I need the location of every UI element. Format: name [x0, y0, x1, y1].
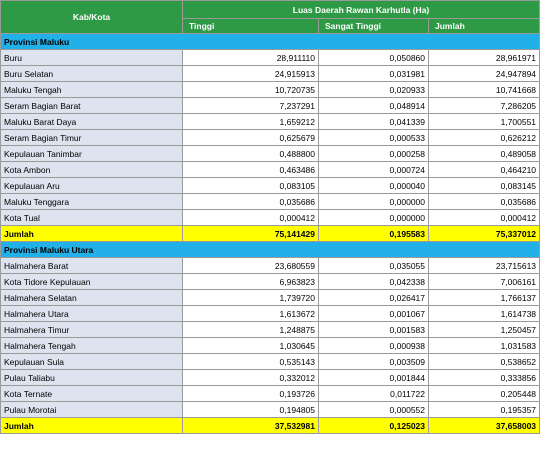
kab-kota-cell: Seram Bagian Timur	[1, 130, 183, 146]
kab-kota-cell: Kota Ternate	[1, 386, 183, 402]
jumlah-cell: 1,700551	[429, 114, 540, 130]
jumlah-cell: 0,626212	[429, 130, 540, 146]
table-row	[1, 322, 540, 338]
jumlah-cell: 0,538652	[429, 354, 540, 370]
jumlah-cell: 0,489058	[429, 146, 540, 162]
tinggi-cell: 1,613672	[183, 306, 319, 322]
sangat-tinggi-cell: 0,048914	[319, 98, 429, 114]
tinggi-cell: 0,625679	[183, 130, 319, 146]
header-luas-title: Luas Daerah Rawan Karhutla (Ha)	[183, 1, 540, 19]
tinggi-cell: 1,659212	[183, 114, 319, 130]
sangat-tinggi-cell: 0,001844	[319, 370, 429, 386]
province-title: Provinsi Maluku Utara	[1, 242, 540, 258]
table-row	[1, 98, 540, 114]
table-row	[1, 210, 540, 226]
jumlah-cell: 7,286205	[429, 98, 540, 114]
jumlah-cell: 7,006161	[429, 274, 540, 290]
sangat-tinggi-cell: 0,000000	[319, 194, 429, 210]
sangat-tinggi-cell: 0,000938	[319, 338, 429, 354]
total-label: Jumlah	[1, 418, 183, 434]
sangat-tinggi-cell: 0,035055	[319, 258, 429, 274]
tinggi-cell: 0,194805	[183, 402, 319, 418]
province-header-row	[1, 242, 540, 258]
sangat-tinggi-cell: 0,041339	[319, 114, 429, 130]
kab-kota-cell: Maluku Tengah	[1, 82, 183, 98]
tinggi-cell: 23,680559	[183, 258, 319, 274]
jumlah-cell: 1,614738	[429, 306, 540, 322]
header-jumlah: Jumlah	[429, 19, 540, 34]
sangat-tinggi-cell: 0,011722	[319, 386, 429, 402]
sangat-tinggi-cell: 0,000258	[319, 146, 429, 162]
kab-kota-cell: Pulau Taliabu	[1, 370, 183, 386]
table-row	[1, 178, 540, 194]
kab-kota-cell: Maluku Barat Daya	[1, 114, 183, 130]
kab-kota-cell: Kota Tidore Kepulauan	[1, 274, 183, 290]
jumlah-cell: 1,250457	[429, 322, 540, 338]
table-row	[1, 290, 540, 306]
sangat-tinggi-cell: 0,000724	[319, 162, 429, 178]
total-tinggi: 37,532981	[183, 418, 319, 434]
kab-kota-cell: Halmahera Timur	[1, 322, 183, 338]
jumlah-cell: 1,031583	[429, 338, 540, 354]
table-row	[1, 114, 540, 130]
tinggi-cell: 0,035686	[183, 194, 319, 210]
jumlah-cell: 23,715613	[429, 258, 540, 274]
jumlah-cell: 0,035686	[429, 194, 540, 210]
table-row	[1, 146, 540, 162]
kab-kota-cell: Halmahera Barat	[1, 258, 183, 274]
kab-kota-cell: Seram Bagian Barat	[1, 98, 183, 114]
kab-kota-cell: Halmahera Selatan	[1, 290, 183, 306]
table-row	[1, 370, 540, 386]
tinggi-cell: 1,030645	[183, 338, 319, 354]
table-row	[1, 66, 540, 82]
table-row	[1, 82, 540, 98]
kab-kota-cell: Kepulauan Sula	[1, 354, 183, 370]
jumlah-cell: 0,195357	[429, 402, 540, 418]
table-row	[1, 194, 540, 210]
jumlah-cell: 0,083145	[429, 178, 540, 194]
sangat-tinggi-cell: 0,000000	[319, 210, 429, 226]
sangat-tinggi-cell: 0,026417	[319, 290, 429, 306]
sangat-tinggi-cell: 0,001067	[319, 306, 429, 322]
table-row	[1, 258, 540, 274]
province-title: Provinsi Maluku	[1, 34, 540, 50]
jumlah-cell: 0,333856	[429, 370, 540, 386]
jumlah-cell: 0,464210	[429, 162, 540, 178]
tinggi-cell: 0,535143	[183, 354, 319, 370]
total-jumlah: 37,658003	[429, 418, 540, 434]
sangat-tinggi-cell: 0,042338	[319, 274, 429, 290]
kab-kota-cell: Buru Selatan	[1, 66, 183, 82]
tinggi-cell: 0,488800	[183, 146, 319, 162]
table-row	[1, 386, 540, 402]
tinggi-cell: 0,463486	[183, 162, 319, 178]
kab-kota-cell: Halmahera Utara	[1, 306, 183, 322]
tinggi-cell: 6,963823	[183, 274, 319, 290]
jumlah-cell: 1,766137	[429, 290, 540, 306]
kab-kota-cell: Pulau Morotai	[1, 402, 183, 418]
jumlah-cell: 0,205448	[429, 386, 540, 402]
sangat-tinggi-cell: 0,001583	[319, 322, 429, 338]
sangat-tinggi-cell: 0,020933	[319, 82, 429, 98]
table-body	[1, 34, 540, 434]
header-sangat-tinggi: Sangat Tinggi	[319, 19, 429, 34]
tinggi-cell: 1,248875	[183, 322, 319, 338]
tinggi-cell: 28,911110	[183, 50, 319, 66]
kab-kota-cell: Buru	[1, 50, 183, 66]
sangat-tinggi-cell: 0,031981	[319, 66, 429, 82]
table-row	[1, 354, 540, 370]
tinggi-cell: 0,000412	[183, 210, 319, 226]
total-jumlah: 75,337012	[429, 226, 540, 242]
table-row	[1, 338, 540, 354]
tinggi-cell: 0,083105	[183, 178, 319, 194]
table-row	[1, 50, 540, 66]
total-label: Jumlah	[1, 226, 183, 242]
total-sangat-tinggi: 0,125023	[319, 418, 429, 434]
table-header	[1, 1, 540, 34]
kab-kota-cell: Kepulauan Tanimbar	[1, 146, 183, 162]
kab-kota-cell: Kota Tual	[1, 210, 183, 226]
jumlah-cell: 10,741668	[429, 82, 540, 98]
sangat-tinggi-cell: 0,050860	[319, 50, 429, 66]
kab-kota-cell: Kota Ambon	[1, 162, 183, 178]
total-sangat-tinggi: 0,195583	[319, 226, 429, 242]
sangat-tinggi-cell: 0,000552	[319, 402, 429, 418]
tinggi-cell: 1,739720	[183, 290, 319, 306]
header-kab-kota: Kab/Kota	[1, 1, 183, 34]
total-row	[1, 418, 540, 434]
table-row	[1, 306, 540, 322]
jumlah-cell: 28,961971	[429, 50, 540, 66]
header-tinggi: Tinggi	[183, 19, 319, 34]
tinggi-cell: 0,332012	[183, 370, 319, 386]
table-row	[1, 402, 540, 418]
kab-kota-cell: Halmahera Tengah	[1, 338, 183, 354]
sangat-tinggi-cell: 0,000533	[319, 130, 429, 146]
table-row	[1, 130, 540, 146]
sangat-tinggi-cell: 0,003509	[319, 354, 429, 370]
total-tinggi: 75,141429	[183, 226, 319, 242]
total-row	[1, 226, 540, 242]
tinggi-cell: 0,193726	[183, 386, 319, 402]
table-row	[1, 162, 540, 178]
table-row	[1, 274, 540, 290]
tinggi-cell: 7,237291	[183, 98, 319, 114]
jumlah-cell: 0,000412	[429, 210, 540, 226]
kab-kota-cell: Maluku Tenggara	[1, 194, 183, 210]
kab-kota-cell: Kepulauan Aru	[1, 178, 183, 194]
tinggi-cell: 10,720735	[183, 82, 319, 98]
jumlah-cell: 24,947894	[429, 66, 540, 82]
province-header-row	[1, 34, 540, 50]
sangat-tinggi-cell: 0,000040	[319, 178, 429, 194]
tinggi-cell: 24,915913	[183, 66, 319, 82]
